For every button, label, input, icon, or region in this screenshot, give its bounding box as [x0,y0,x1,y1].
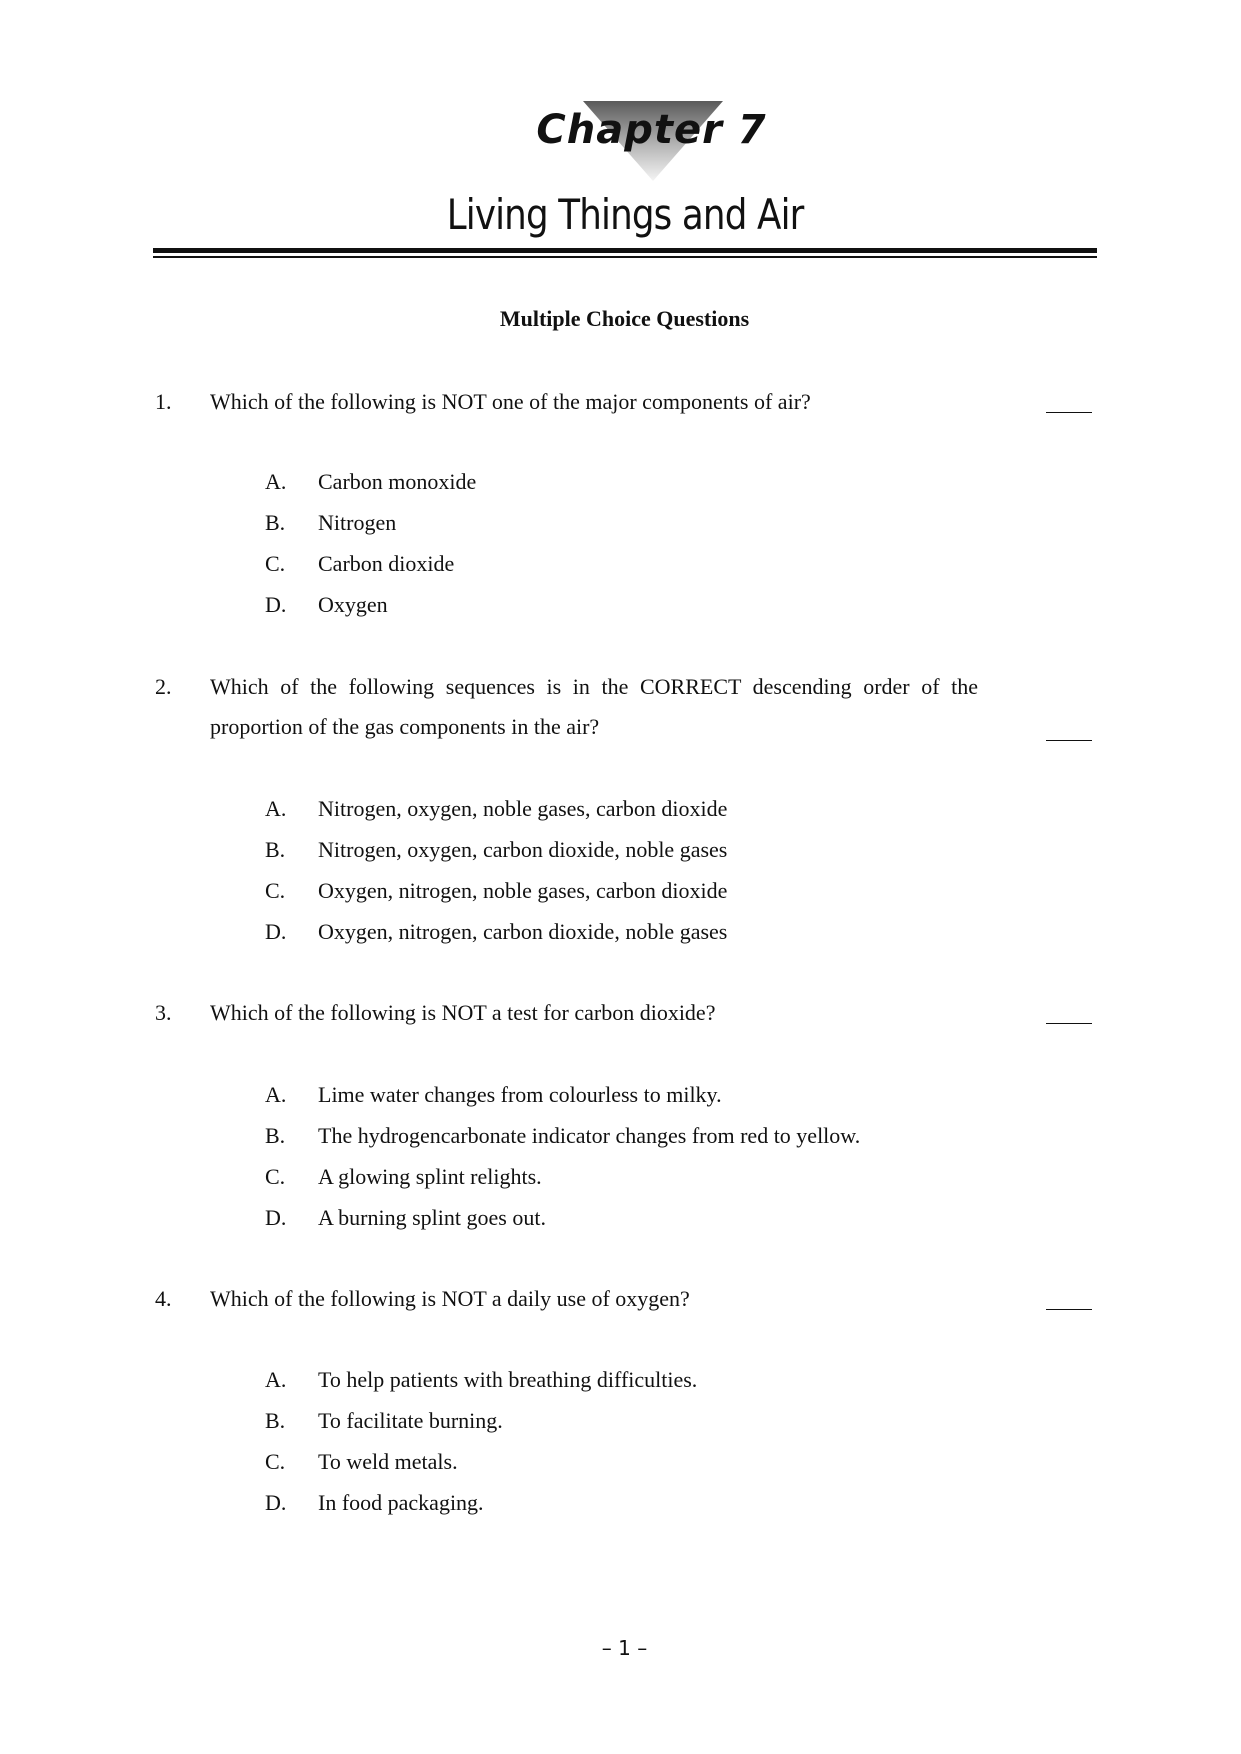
chapter-label-text: Chapter 7 [536,107,767,153]
header-rule-thin [153,256,1097,258]
chapter-title [0,190,1241,239]
question-number: 3. [155,1000,172,1025]
option-text: To facilitate burning. [318,1408,503,1433]
option-text: To weld metals. [318,1449,458,1474]
option-letter: D. [265,1205,287,1230]
option-letter: B. [265,837,286,862]
question-number: 4. [155,1286,172,1311]
question-text: Which of the following sequences is in the CORRECT descending order of the proportion of the gas components in the air? [210,674,978,739]
option-text: In food packaging. [318,1490,484,1515]
option-text: Oxygen, nitrogen, noble gases, carbon dioxide [318,878,728,903]
option-letter: C. [265,878,286,903]
option-text: A burning splint goes out. [318,1205,546,1230]
question-number: 1. [155,389,172,414]
option-text: To help patients with breathing difficulties. [318,1367,698,1392]
option-text: Carbon monoxide [318,469,477,494]
option-text: Lime water changes from colourless to milky. [318,1082,722,1107]
chapter-label [0,107,1241,153]
page-number [0,1636,1241,1660]
option-text: Oxygen, nitrogen, carbon dioxide, noble gases [318,919,728,944]
question-text: Which of the following is NOT a test for carbon dioxide? [210,1000,716,1025]
option-text: The hydrogencarbonate indicator changes from red to yellow. [318,1123,861,1148]
option-letter: D. [265,1490,287,1515]
chapter-title-text: Living Things and Air [446,190,804,239]
answer-blank[interactable] [1046,1023,1092,1024]
option-letter: A. [265,1082,287,1107]
chapter-header [0,95,1241,175]
option-letter: A. [265,469,287,494]
question-number: 2. [155,674,172,699]
option-text: A glowing splint relights. [318,1164,542,1189]
option-letter: D. [265,592,287,617]
answer-blank[interactable] [1046,412,1092,413]
section-heading [0,306,1241,332]
answer-blank[interactable] [1046,740,1092,741]
option-letter: C. [265,1449,286,1474]
option-letter: A. [265,1367,287,1392]
option-text: Carbon dioxide [318,551,455,576]
option-letter: C. [265,1164,286,1189]
option-text: Nitrogen [318,510,397,535]
section-heading-text: Multiple Choice Questions [499,306,750,331]
option-letter: A. [265,796,287,821]
option-text: Nitrogen, oxygen, carbon dioxide, noble gases [318,837,728,862]
option-letter: D. [265,919,287,944]
page-number-text: – 1 – [601,1636,648,1660]
option-letter: B. [265,1123,286,1148]
header-rule-thick [153,248,1097,253]
option-text: Oxygen [318,592,388,617]
option-text: Nitrogen, oxygen, noble gases, carbon dioxide [318,796,728,821]
option-letter: C. [265,551,286,576]
question-text: Which of the following is NOT a daily use of oxygen? [210,1286,690,1311]
answer-blank[interactable] [1046,1309,1092,1310]
option-letter: B. [265,510,286,535]
question-text: Which of the following is NOT one of the major components of air? [210,389,811,414]
option-letter: B. [265,1408,286,1433]
